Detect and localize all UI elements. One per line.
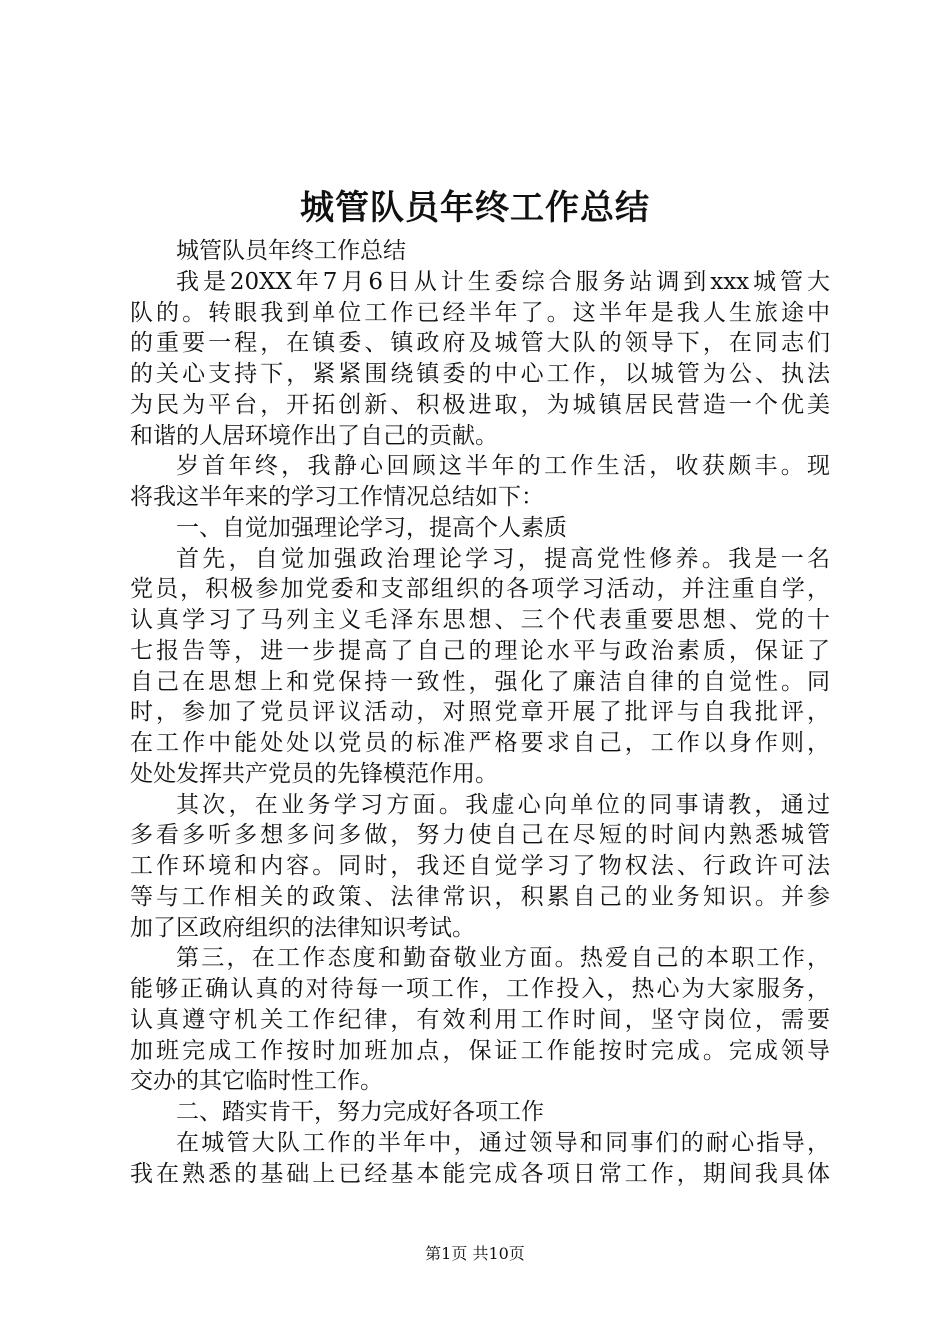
body-line: 将我这半年来的学习工作情况总结如下： (130, 484, 544, 510)
body-line: 工作环境和内容。同时，我还自觉学习了物权法、行政许可法 (130, 853, 830, 879)
body-line: 的重要一程，在镇委、镇政府及城管大队的领导下，在同志们 (130, 330, 830, 357)
body-line: 在工作中能处处以党员的标准严格要求自己，工作以身作则， (130, 730, 830, 756)
body-line: 的关心支持下，紧紧围绕镇委的中心工作，以城管为公、执法 (130, 361, 830, 387)
body-line: 党员，积极参加党委和支部组织的各项学习活动，并注重自学， (130, 576, 830, 603)
body-line: 为民为平台，开拓创新、积极进取，为城镇居民营造一个优美 (130, 391, 830, 418)
body-line: 我是20XX年7月6日从计生委综合服务站调到xxx城管大 (176, 268, 830, 295)
body-line: 认真学习了马列主义毛泽东思想、三个代表重要思想、党的十 (130, 607, 830, 633)
body-line: 队的。转眼我到单位工作已经半年了。这半年是我人生旅途中 (130, 299, 830, 326)
body-line: 其次，在业务学习方面。我虚心向单位的同事请教，通过 (176, 791, 830, 818)
section-heading: 一、自觉加强理论学习，提高个人素质 (176, 514, 567, 541)
body-line: 认真遵守机关工作纪律，有效利用工作时间，坚守岗位，需要 (130, 1006, 830, 1033)
body-line: 在城管大队工作的半年中，通过领导和同事们的耐心指导， (176, 1129, 830, 1156)
body-line: 首先，自觉加强政治理论学习，提高党性修养。我是一名 (176, 545, 830, 572)
document-body (130, 236, 830, 1189)
body-line: 交办的其它临时性工作。 (130, 1068, 383, 1095)
body-line: 第三，在工作态度和勤奋敬业方面。热爱自己的本职工作， (176, 945, 830, 972)
body-line: 我在熟悉的基础上已经基本能完成各项日常工作，期间我具体 (130, 1160, 830, 1187)
body-line: 时，参加了党员评议活动，对照党章开展了批评与自我批评， (130, 699, 830, 726)
body-line: 能够正确认真的对待每一项工作，工作投入，热心为大家服务， (130, 976, 830, 1002)
body-line: 等与工作相关的政策、法律常识，积累自己的业务知识。并参 (130, 883, 830, 910)
body-line: 处处发挥共产党员的先锋模范作用。 (130, 760, 498, 787)
body-line: 七报告等，进一步提高了自己的理论水平与政治素质，保证了 (130, 637, 830, 664)
body-line: 城管队员年终工作总结 (176, 238, 406, 264)
section-heading: 二、踏实肯干，努力完成好各项工作 (176, 1099, 544, 1125)
body-line: 加班完成工作按时加班加点，保证工作能按时完成。完成领导 (130, 1037, 830, 1064)
document-title: 城管队员年终工作总结 (300, 188, 650, 228)
body-line: 多看多听多想多问多做，努力使自己在尽短的时间内熟悉城管 (130, 822, 830, 849)
page-indicator: 第1页 共10页 (425, 1244, 525, 1263)
body-line: 和谐的人居环境作出了自己的贡献。 (130, 422, 498, 449)
body-line: 岁首年终，我静心回顾这半年的工作生活，收获颇丰。现 (176, 453, 830, 480)
body-line: 自己在思想上和党保持一致性，强化了廉洁自律的自觉性。同 (130, 668, 830, 695)
body-line: 加了区政府组织的法律知识考试。 (130, 914, 475, 941)
